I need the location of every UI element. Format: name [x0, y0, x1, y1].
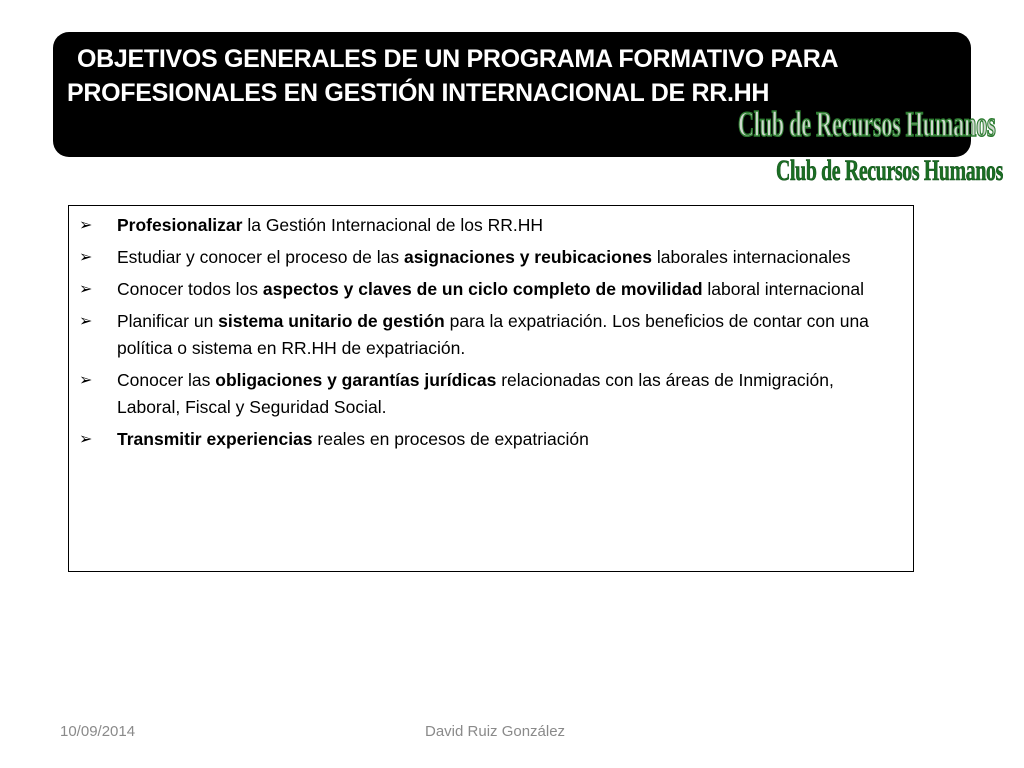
- objective-text: laboral internacional: [702, 279, 865, 299]
- objectives-list: [79, 212, 889, 453]
- arrow-bullet-icon: ➢: [79, 249, 93, 266]
- objective-text: Planificar un: [117, 311, 219, 331]
- objective-text: relacionadas con las áreas de Inmigración, Laboral, Fiscal y Seguridad Social.: [117, 370, 834, 417]
- slide-title-line-2: PROFESIONALES EN GESTIÓN INTERNACIONAL DE RR.HH: [67, 79, 770, 107]
- arrow-bullet-icon: ➢: [79, 281, 93, 298]
- footer-author: David Ruiz González: [425, 723, 566, 740]
- arrow-bullet-icon: ➢: [79, 372, 93, 389]
- objective-list-item: [79, 212, 889, 239]
- footer-date: 10/09/2014: [60, 723, 136, 740]
- club-logo-watermark-secondary: Club de Recursos Humanos: [776, 154, 1003, 187]
- objective-text: Conocer las: [117, 370, 216, 390]
- objective-list-item: [79, 367, 889, 421]
- objective-list-item: [79, 308, 889, 362]
- objective-text-bold: obligaciones y garantías jurídicas: [215, 370, 497, 390]
- objective-list-item: [79, 276, 889, 303]
- objective-text-bold: aspectos y claves de un ciclo completo de movilidad: [262, 279, 703, 299]
- arrow-bullet-icon: ➢: [79, 431, 93, 448]
- objective-text: laborales internacionales: [652, 247, 851, 267]
- objective-text: Estudiar y conocer el proceso de las: [117, 247, 404, 267]
- slide-title-line-1: OBJETIVOS GENERALES DE UN PROGRAMA FORMATIVO PARA: [77, 45, 839, 73]
- objective-text: Conocer todos los: [117, 279, 263, 299]
- objective-text: reales en procesos de expatriación: [312, 429, 589, 449]
- objective-text-bold: Transmitir experiencias: [117, 429, 313, 449]
- objectives-content-box: [68, 205, 914, 572]
- arrow-bullet-icon: ➢: [79, 313, 93, 330]
- objective-list-item: [79, 244, 889, 271]
- objective-text: la Gestión Internacional de los RR.HH: [242, 215, 544, 235]
- objective-text: para la expatriación. Los beneficios de contar con una política o sistema en RR.HH de expatriación.: [117, 311, 869, 358]
- arrow-bullet-icon: ➢: [79, 217, 93, 234]
- objective-text-bold: Profesionalizar: [117, 215, 243, 235]
- objective-text-bold: asignaciones y reubicaciones: [403, 247, 652, 267]
- club-logo-watermark-primary: Club de Recursos Humanos: [738, 104, 996, 144]
- objective-list-item: [79, 426, 889, 453]
- objective-text-bold: sistema unitario de gestión: [218, 311, 445, 331]
